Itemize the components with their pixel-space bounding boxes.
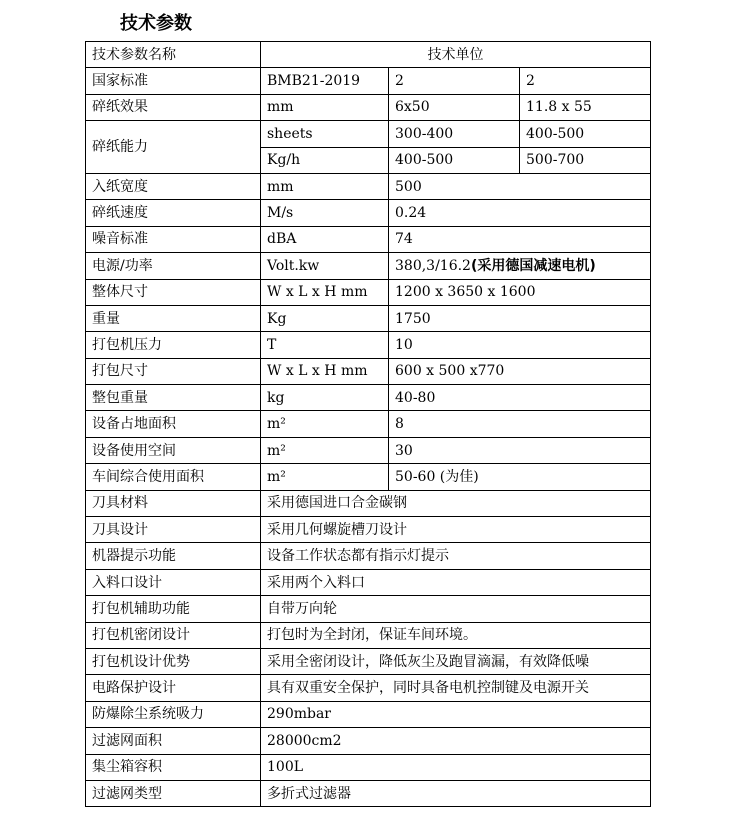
table-row xyxy=(86,279,651,305)
row-unit: Volt.kw xyxy=(261,253,389,279)
header-name: 技术参数名称 xyxy=(86,42,261,68)
row-unit: dBA xyxy=(261,226,389,252)
row-unit: sheets xyxy=(261,121,389,147)
row-value: 2 xyxy=(520,68,651,94)
table-row xyxy=(86,173,651,199)
row-value: 290mbar xyxy=(261,701,651,727)
table-row xyxy=(86,464,651,490)
row-label: 设备占地面积 xyxy=(86,411,261,437)
row-value: 打包时为全封闭，保证车间环境。 xyxy=(261,622,651,648)
row-unit: m² xyxy=(261,464,389,490)
row-value: 1200 x 3650 x 1600 xyxy=(389,279,651,305)
row-value: 28000cm2 xyxy=(261,728,651,754)
header-unit: 技术单位 xyxy=(261,42,651,68)
row-value: 50-60 (为佳) xyxy=(389,464,651,490)
row-unit: m² xyxy=(261,437,389,463)
row-value: 1750 xyxy=(389,305,651,331)
table-row xyxy=(86,569,651,595)
row-label: 整体尺寸 xyxy=(86,279,261,305)
table-row xyxy=(86,385,651,411)
page-title: 技术参数 xyxy=(120,13,192,34)
table-row xyxy=(86,543,651,569)
spec-table xyxy=(85,41,651,807)
table-row xyxy=(86,596,651,622)
row-value: 采用两个入料口 xyxy=(261,569,651,595)
row-value: 采用几何螺旋槽刀设计 xyxy=(261,517,651,543)
row-label: 打包机压力 xyxy=(86,332,261,358)
row-label: 重量 xyxy=(86,305,261,331)
row-value: 自带万向轮 xyxy=(261,596,651,622)
table-row xyxy=(86,94,651,120)
row-value: 设备工作状态都有指示灯提示 xyxy=(261,543,651,569)
row-value: 8 xyxy=(389,411,651,437)
table-row xyxy=(86,305,651,331)
row-value: 具有双重安全保护，同时具备电机控制键及电源开关 xyxy=(261,675,651,701)
row-value: 2 xyxy=(389,68,520,94)
row-unit: W x L x H mm xyxy=(261,358,389,384)
table-row xyxy=(86,42,651,68)
row-unit: mm xyxy=(261,94,389,120)
row-unit: mm xyxy=(261,173,389,199)
row-label: 噪音标准 xyxy=(86,226,261,252)
row-label: 碎纸能力 xyxy=(86,121,261,174)
row-value: 300-400 xyxy=(389,121,520,147)
row-unit: T xyxy=(261,332,389,358)
table-row xyxy=(86,648,651,674)
table-row xyxy=(86,701,651,727)
row-value: 500 xyxy=(389,173,651,199)
table-row xyxy=(86,728,651,754)
row-label: 电路保护设计 xyxy=(86,675,261,701)
table-row xyxy=(86,622,651,648)
table-row xyxy=(86,200,651,226)
table-row xyxy=(86,517,651,543)
row-label: 刀具材料 xyxy=(86,490,261,516)
row-value: 100L xyxy=(261,754,651,780)
row-label: 过滤网面积 xyxy=(86,728,261,754)
row-label: 入纸宽度 xyxy=(86,173,261,199)
row-label: 入料口设计 xyxy=(86,569,261,595)
row-value: 400-500 xyxy=(389,147,520,173)
row-label: 整包重量 xyxy=(86,385,261,411)
row-label: 刀具设计 xyxy=(86,517,261,543)
row-value: 采用全密闭设计，降低灰尘及跑冒滴漏，有效降低噪 xyxy=(261,648,651,674)
row-value: 10 xyxy=(389,332,651,358)
table-row xyxy=(86,437,651,463)
table-row xyxy=(86,68,651,94)
row-label: 机器提示功能 xyxy=(86,543,261,569)
row-label: 打包机密闭设计 xyxy=(86,622,261,648)
row-label: 打包尺寸 xyxy=(86,358,261,384)
table-row xyxy=(86,780,651,806)
row-value: 6x50 xyxy=(389,94,520,120)
table-row xyxy=(86,490,651,516)
row-unit: W x L x H mm xyxy=(261,279,389,305)
row-value: 600 x 500 x770 xyxy=(389,358,651,384)
row-label: 国家标准 xyxy=(86,68,261,94)
table-row xyxy=(86,226,651,252)
table-row xyxy=(86,754,651,780)
row-value: 40-80 xyxy=(389,385,651,411)
row-value xyxy=(389,253,651,279)
row-value: 0.24 xyxy=(389,200,651,226)
row-label: 车间综合使用面积 xyxy=(86,464,261,490)
row-unit: BMB21-2019 xyxy=(261,68,389,94)
row-label: 设备使用空间 xyxy=(86,437,261,463)
row-value: 30 xyxy=(389,437,651,463)
table-row xyxy=(86,332,651,358)
row-unit: m² xyxy=(261,411,389,437)
table-row xyxy=(86,358,651,384)
row-value: 74 xyxy=(389,226,651,252)
table-row xyxy=(86,121,651,147)
row-unit: Kg xyxy=(261,305,389,331)
row-label: 电源/功率 xyxy=(86,253,261,279)
row-label: 集尘箱容积 xyxy=(86,754,261,780)
row-label: 打包机设计优势 xyxy=(86,648,261,674)
table-row xyxy=(86,411,651,437)
row-unit: M/s xyxy=(261,200,389,226)
row-label: 碎纸效果 xyxy=(86,94,261,120)
row-value: 11.8 x 55 xyxy=(520,94,651,120)
row-label: 碎纸速度 xyxy=(86,200,261,226)
row-value: 多折式过滤器 xyxy=(261,780,651,806)
row-unit: Kg/h xyxy=(261,147,389,173)
row-value: 采用德国进口合金碳钢 xyxy=(261,490,651,516)
table-row xyxy=(86,253,651,279)
row-label: 打包机辅助功能 xyxy=(86,596,261,622)
row-unit: kg xyxy=(261,385,389,411)
table-row xyxy=(86,675,651,701)
row-label: 防爆除尘系统吸力 xyxy=(86,701,261,727)
row-value: 500-700 xyxy=(520,147,651,173)
row-value: 400-500 xyxy=(520,121,651,147)
power-value: 380,3/16.2 xyxy=(395,257,471,274)
row-label: 过滤网类型 xyxy=(86,780,261,806)
power-note: (采用德国减速电机) xyxy=(470,257,596,274)
